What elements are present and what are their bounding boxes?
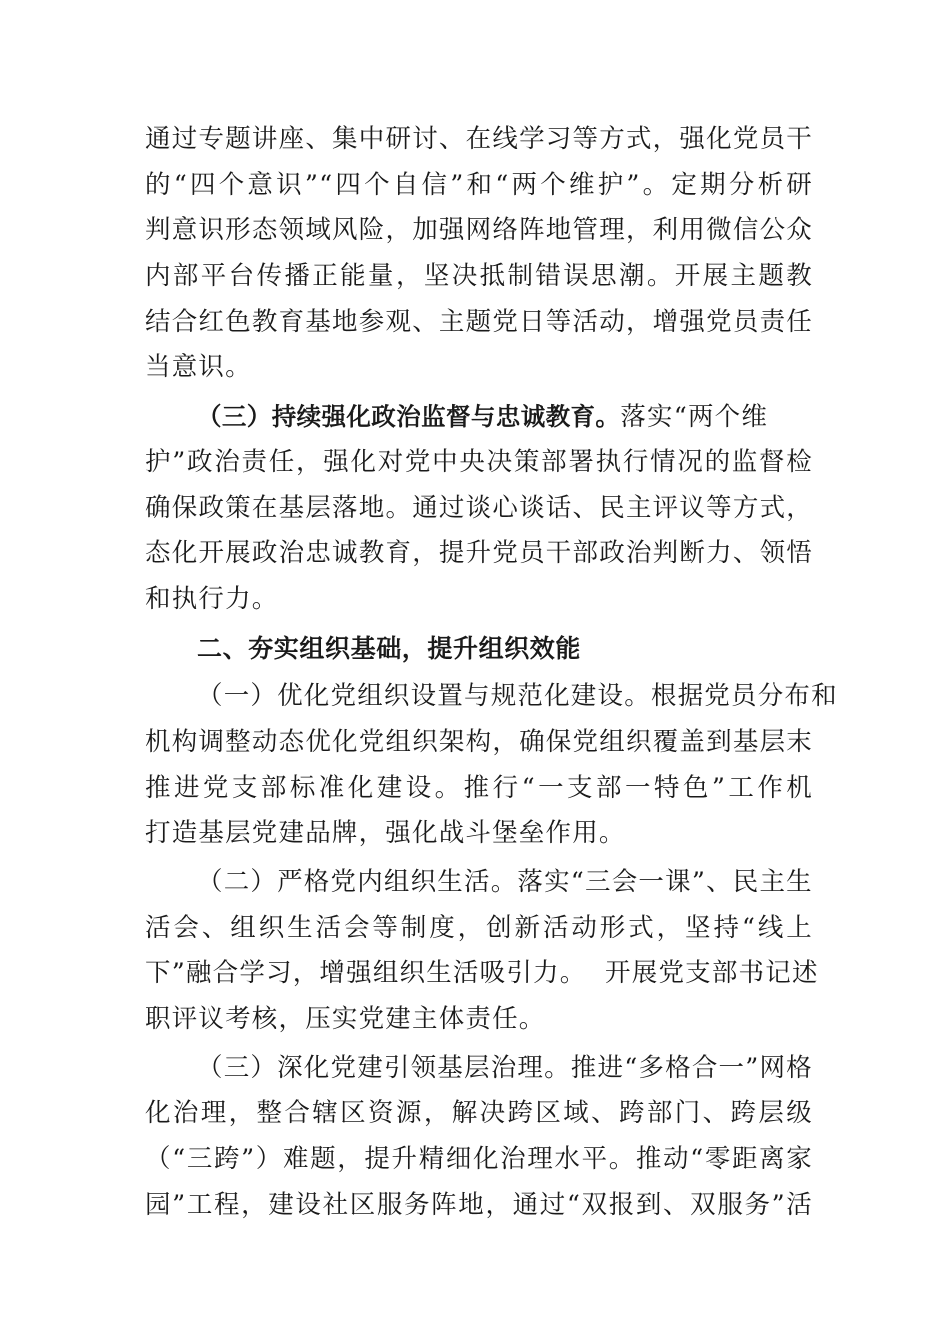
paragraph-continuation [145, 117, 813, 391]
text-line: 确保政策在基层落地。通过谈心谈话、民主评议等方式， [145, 492, 813, 523]
paragraph-title: （三）持续强化政治监督与忠诚教育。 [197, 402, 621, 432]
text-line: 当意识。 [145, 352, 252, 383]
text-line: 结合红色教育基地参观、主题党日等活动，增强党员责任 [145, 306, 813, 337]
paragraph-text: 落实“两个维 [620, 402, 769, 433]
document-page [145, 117, 838, 1229]
text-line: 的“四个意识”“四个自信”和“两个维护”。定期分析研 [145, 169, 813, 200]
text-line [145, 394, 813, 440]
text-line: 打造基层党建品牌，强化战斗堡垒作用。 [145, 818, 626, 849]
text-line: 园”工程，建设社区服务阵地，通过“双报到、双服务”活 [145, 1189, 813, 1220]
paragraph-grassroots-governance [145, 1046, 813, 1229]
paragraph-org-life [145, 860, 819, 1043]
text-line: 和执行力。 [145, 583, 279, 614]
text-line: 通过专题讲座、集中研讨、在线学习等方式，强化党员干 [145, 124, 813, 154]
text-line: 内部平台传播正能量，坚决抵制错误思潮。开展主题教 [145, 261, 813, 292]
text-line: 护”政治责任，强化对党中央决策部署执行情况的监督检 [145, 446, 813, 477]
section-heading: 二、夯实组织基础，提升组织效能 [197, 633, 582, 663]
text-line: （“三跨”）难题，提升精细化治理水平。推动“零距离家 [145, 1144, 813, 1175]
text-line: 活会、组织生活会等制度，创新活动形式，坚持“线上 [145, 912, 813, 943]
paragraph-org-setup [145, 674, 838, 857]
text-line: （一）优化党组织设置与规范化建设。根据党员分布和 [197, 681, 838, 712]
text-line: （三）深化党建引领基层治理。推进“多格合一”网格 [197, 1052, 813, 1083]
text-line: 判意识形态领域风险，加强网络阵地管理，利用微信公众 [145, 215, 813, 246]
text-line: 化治理，整合辖区资源，解决跨区域、跨部门、跨层级 [145, 1098, 813, 1129]
text-line: 下”融合学习，增强组织生活吸引力。 开展党支部书记述 [145, 958, 819, 989]
paragraph-political-supervision [145, 394, 813, 622]
text-line: 态化开展政治忠诚教育，提升党员干部政治判断力、领悟 [145, 538, 813, 569]
text-line: 职评议考核，压实党建主体责任。 [145, 1004, 546, 1035]
text-line: 机构调整动态优化党组织架构，确保党组织覆盖到基层末 [145, 726, 813, 757]
text-line: 推进党支部标准化建设。推行“一支部一特色”工作机 [145, 772, 813, 803]
text-line: （二）严格党内组织生活。落实“三会一课”、民主生 [197, 867, 813, 897]
